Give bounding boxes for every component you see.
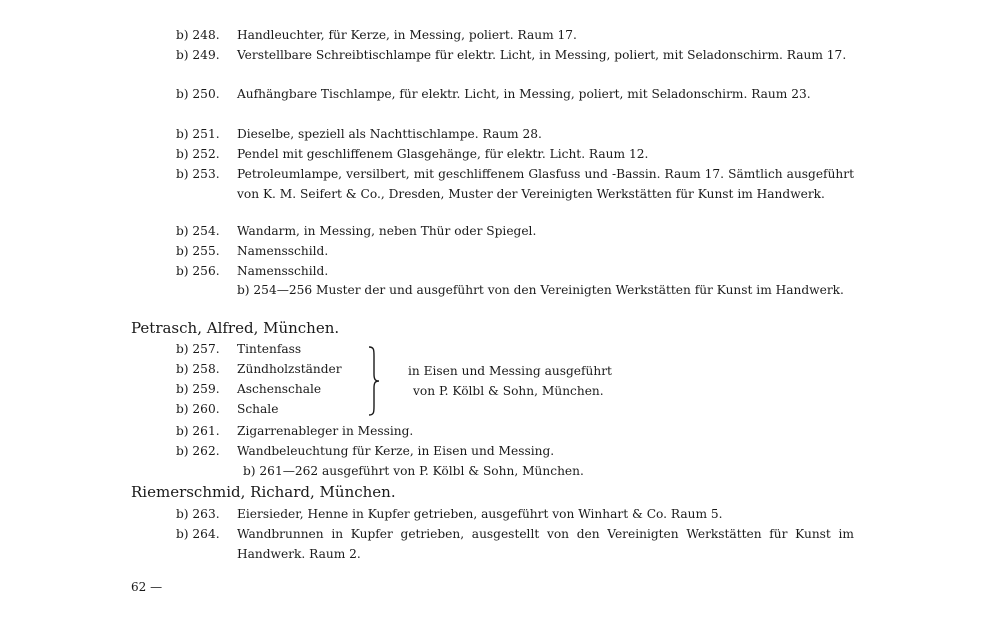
item-number: b) 264. <box>176 527 220 541</box>
item-number: b) 257. <box>176 342 220 356</box>
item-text: Wandarm, in Messing, neben Thür oder Spiegel. <box>237 224 537 238</box>
list-item <box>176 399 278 419</box>
page-number: 62 — <box>131 580 163 594</box>
artist-heading: Petrasch, Alfred, München. <box>131 319 340 337</box>
item-number: b) 248. <box>176 28 220 42</box>
item-text: Petroleumlampe, versilbert, mit geschliffenem Glasfuss und -Bassin. Raum 17. Sämtlich ausgeführt von K. M. Seifert & Co., Dresden, Muster der Vereinigten Werkstätten für Kunst im Handwerk. <box>237 167 854 201</box>
item-text: Wandbrunnen in Kupfer getrieben, ausgestellt von den Vereinigten Werkstätten für Kunst im Handwerk. Raum 2. <box>237 527 854 561</box>
group-note-line: von P. Kölbl & Sohn, München. <box>413 384 604 398</box>
item-number: b) 251. <box>176 127 220 141</box>
item-number: b) 260. <box>176 402 220 416</box>
item-text: Schale <box>237 402 279 416</box>
item-note: b) 261—262 ausgeführt von P. Kölbl & Sohn, München. <box>243 464 584 478</box>
item-number: b) 262. <box>176 444 220 458</box>
curly-brace-icon <box>366 346 380 416</box>
item-text: Pendel mit geschliffenem Glasgehänge, für elektr. Licht. Raum 12. <box>237 147 649 161</box>
list-item <box>176 339 301 359</box>
item-text: Dieselbe, speziell als Nachttischlampe. Raum 28. <box>237 127 542 141</box>
item-text: Tintenfass <box>237 342 302 356</box>
item-text: Handleuchter, für Kerze, in Messing, poliert. Raum 17. <box>237 28 577 42</box>
item-number: b) 259. <box>176 382 220 396</box>
item-text: Aufhängbare Tischlampe, für elektr. Licht, in Messing, poliert, mit Seladonschirm. Raum 23. <box>237 87 811 101</box>
item-number: b) 261. <box>176 424 220 438</box>
list-item <box>176 379 321 399</box>
item-number: b) 263. <box>176 507 220 521</box>
artist-heading: Riemerschmid, Richard, München. <box>131 483 396 501</box>
item-text: Zündholzständer <box>237 362 342 376</box>
item-text: Namensschild. <box>237 244 329 258</box>
item-text: Verstellbare Schreibtischlampe für elektr. Licht, in Messing, poliert, mit Seladonschirm. Raum 17. <box>237 48 847 62</box>
item-number: b) 256. <box>176 264 220 278</box>
group-note-line: in Eisen und Messing ausgeführt <box>408 364 612 378</box>
item-note: b) 254—256 Muster der und ausgeführt von den Vereinigten Werkstätten für Kunst im Handwerk. <box>237 283 844 297</box>
item-number: b) 249. <box>176 48 220 62</box>
item-number: b) 253. <box>176 167 220 181</box>
item-number: b) 258. <box>176 362 220 376</box>
item-text: Zigarrenableger in Messing. <box>237 424 414 438</box>
list-item <box>176 359 342 379</box>
item-number: b) 250. <box>176 87 220 101</box>
item-text: Wandbeleuchtung für Kerze, in Eisen und Messing. <box>237 444 555 458</box>
item-number: b) 252. <box>176 147 220 161</box>
item-number: b) 254. <box>176 224 220 238</box>
item-text: Eiersieder, Henne in Kupfer getrieben, ausgeführt von Winhart & Co. Raum 5. <box>237 507 723 521</box>
item-text: Aschenschale <box>237 382 322 396</box>
item-number: b) 255. <box>176 244 220 258</box>
item-text: Namensschild. <box>237 264 329 278</box>
